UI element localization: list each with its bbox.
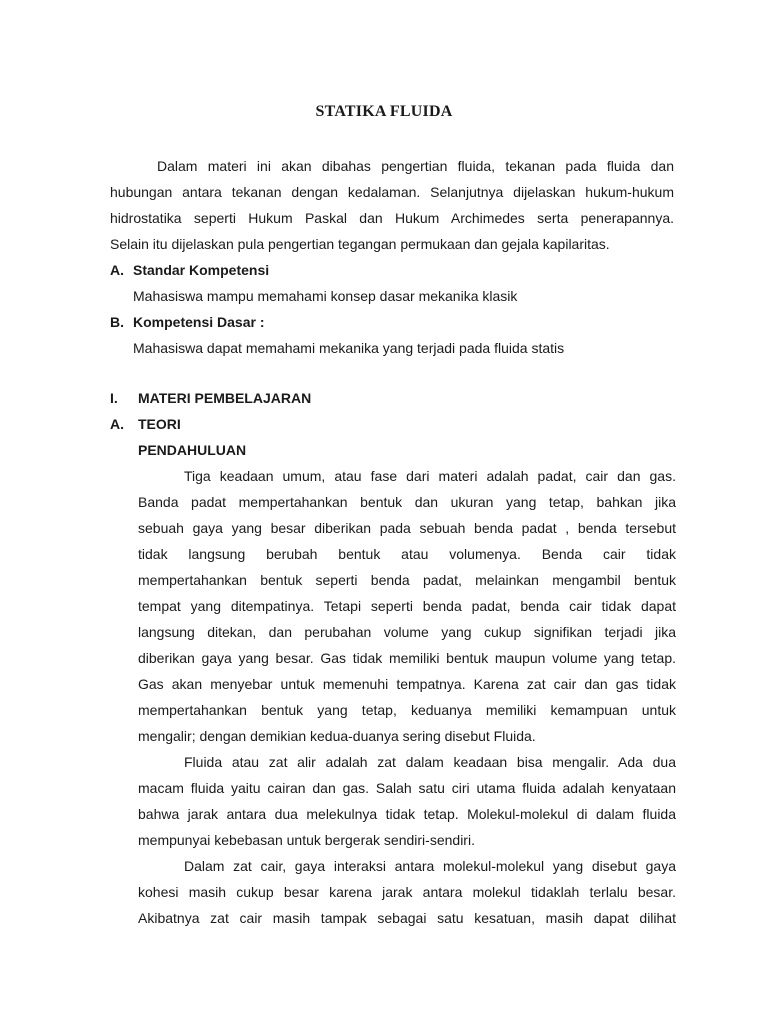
part-a-label: A. <box>110 416 124 432</box>
para3-line: Akibatnya zat cair masih tampak sebagai satu kesatuan, masih dapat dilihat <box>138 910 676 926</box>
para1-line: mempertahankan bentuk yang tetap, keduanya memiliki kemampuan untuk <box>138 702 676 718</box>
para1-line: mengalir; dengan demikian kedua-duanya sering disebut Fluida. <box>138 728 536 744</box>
document-title: STATIKA FLUIDA <box>315 103 453 120</box>
para3-line: Dalam zat cair, gaya interaksi antara molekul-molekul yang disebut gaya <box>184 858 676 874</box>
section-b-text: Mahasiswa dapat memahami mekanika yang terjadi pada fluida statis <box>133 340 565 356</box>
section-b-label: B. <box>110 314 124 330</box>
para2-line: Fluida atau zat alir adalah zat dalam keadaan bisa mengalir. Ada dua <box>184 754 676 770</box>
para1-line: tempat yang ditempatinya. Tetapi seperti benda padat, benda cair tidak dapat <box>138 598 676 614</box>
para1-line: sebuah gaya yang besar diberikan pada sebuah benda padat , benda tersebut <box>138 520 676 536</box>
part-1-heading: MATERI PEMBELAJARAN <box>138 390 312 406</box>
para3-line: kohesi masih cukup besar karena jarak antara molekul tidaklah terlalu besar. <box>138 884 676 900</box>
subheading: PENDAHULUAN <box>138 442 247 458</box>
intro-line: Selain itu dijelaskan pula pengertian tegangan permukaan dan gejala kapilaritas. <box>110 236 610 252</box>
intro-line: hubungan antara tekanan dengan kedalaman. Selanjutnya dijelaskan hukum-hukum <box>110 184 674 200</box>
section-a-label: A. <box>110 262 124 278</box>
para1-line: tidak langsung berubah bentuk atau volumenya. Benda cair tidak <box>138 546 676 562</box>
para2-line: bahwa jarak antara dua melekulnya tidak tetap. Molekul-molekul di dalam fluida <box>138 806 676 822</box>
section-a-text: Mahasiswa mampu memahami konsep dasar mekanika klasik <box>133 288 518 304</box>
para2-line: mempunyai kebebasan untuk bergerak sendiri-sendiri. <box>138 832 475 848</box>
section-b-heading: Kompetensi Dasar : <box>133 314 265 330</box>
section-a-heading: Standar Kompetensi <box>133 262 270 278</box>
para2-line: macam fluida yaitu cairan dan gas. Salah satu ciri utama fluida adalah kenyataan <box>138 780 676 796</box>
para1-line: diberikan gaya yang besar. Gas tidak memiliki bentuk maupun volume yang tetap. <box>138 650 676 666</box>
para1-line: Gas akan menyebar untuk memenuhi tempatnya. Karena zat cair dan gas tidak <box>138 676 676 692</box>
para1-line: Tiga keadaan umum, atau fase dari materi adalah padat, cair dan gas. <box>184 468 676 484</box>
intro-line: hidrostatika seperti Hukum Paskal dan Hukum Archimedes serta penerapannya. <box>110 210 674 226</box>
part-1-label: I. <box>110 390 118 406</box>
para1-line: mempertahankan bentuk seperti benda padat, melainkan mengambil bentuk <box>138 572 676 588</box>
para1-line: langsung ditekan, dan perubahan volume yang cukup signifikan terjadi jika <box>138 624 676 640</box>
intro-line: Dalam materi ini akan dibahas pengertian fluida, tekanan pada fluida dan <box>157 158 674 174</box>
part-a-heading: TEORI <box>138 416 181 432</box>
para1-line: Banda padat mempertahankan bentuk dan ukuran yang tetap, bahkan jika <box>138 494 676 510</box>
